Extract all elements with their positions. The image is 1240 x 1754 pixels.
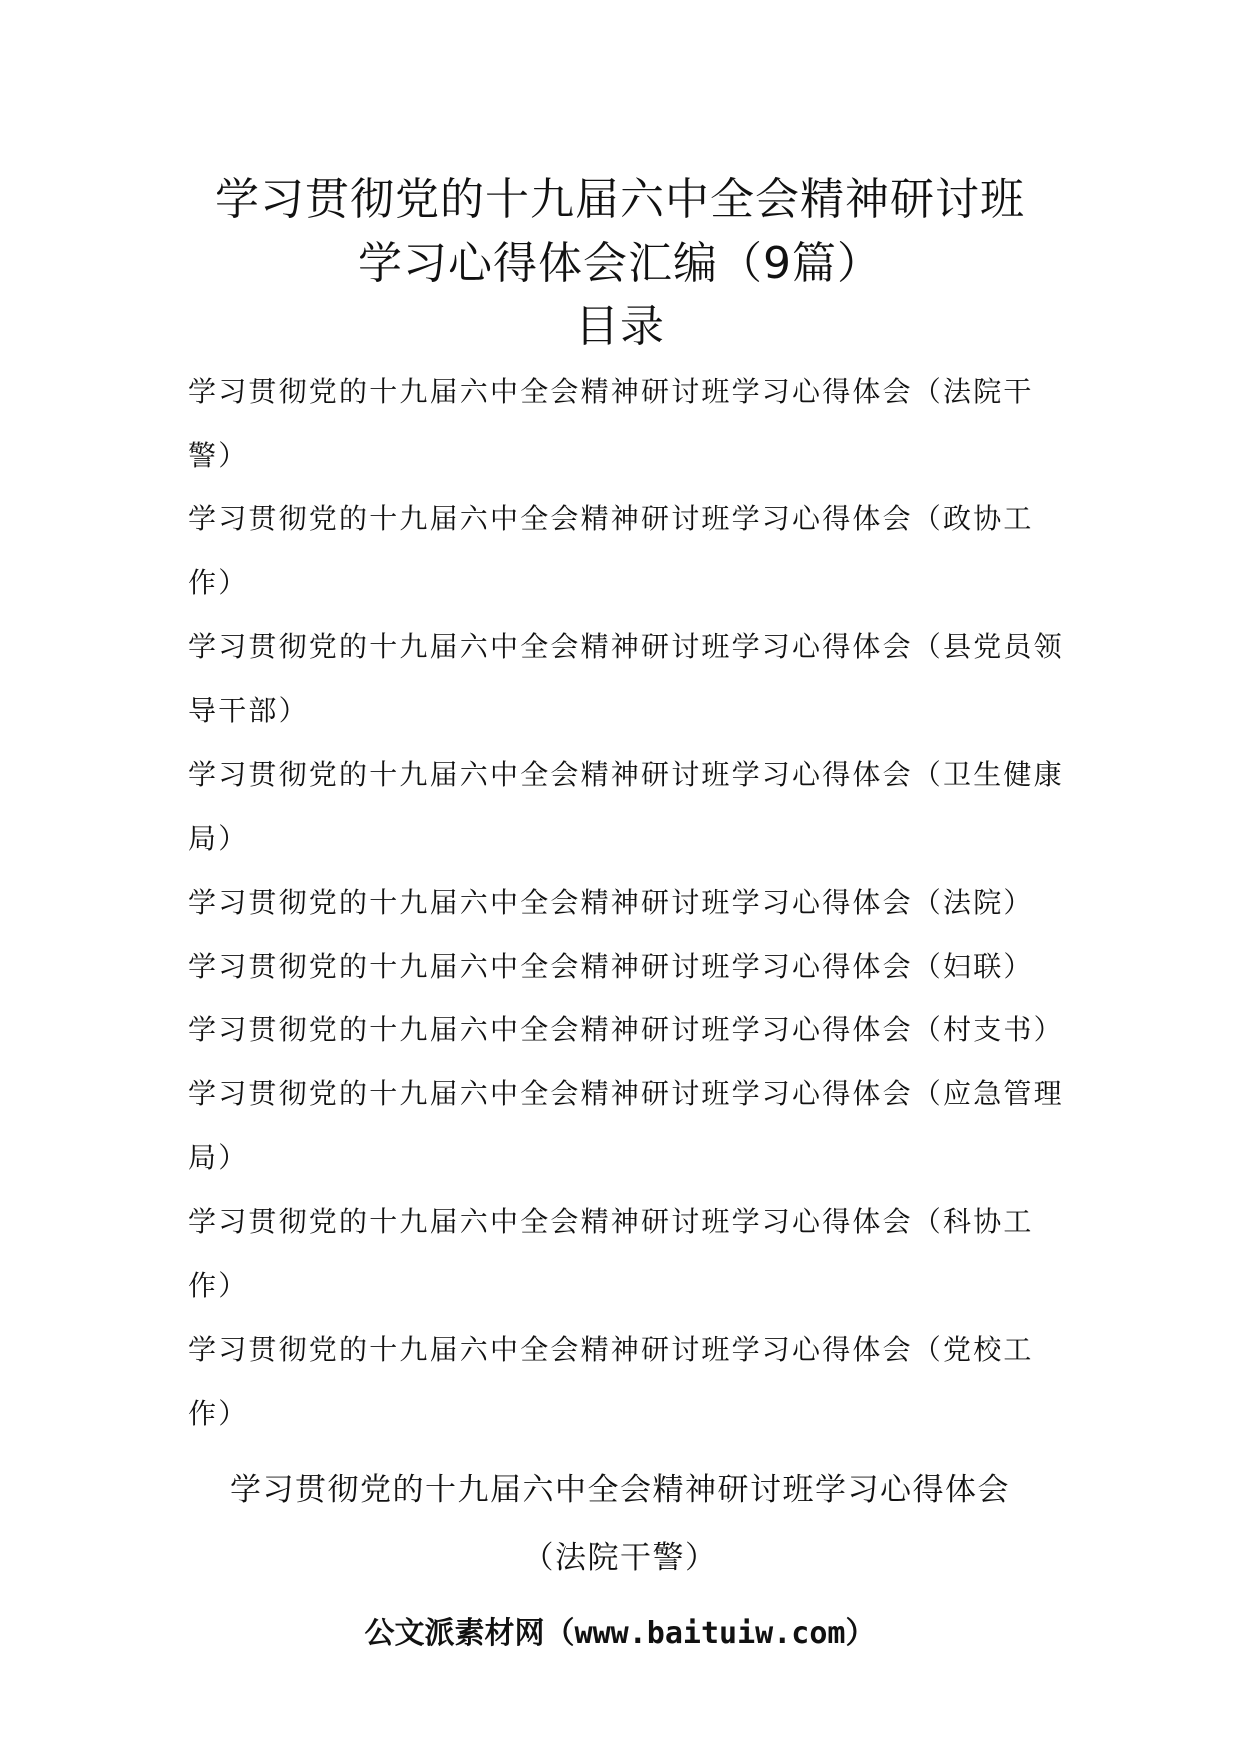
document-title-line-2: 学习心得体会汇编（9篇） xyxy=(358,238,882,289)
toc-entry-9-line-1: 学习贯彻党的十九届六中全会精神研讨班学习心得体会（科协工 xyxy=(188,1205,1034,1238)
toc-entry-10-line-1: 学习贯彻党的十九届六中全会精神研讨班学习心得体会（党校工 xyxy=(188,1333,1034,1366)
toc-entry-2-line-2: 作） xyxy=(188,566,249,599)
toc-entry-8-line-1: 学习贯彻党的十九届六中全会精神研讨班学习心得体会（应急管理 xyxy=(188,1077,1064,1110)
toc-entry-1-line-2: 警） xyxy=(188,439,249,472)
toc-entry-4-line-2: 局） xyxy=(188,822,249,855)
toc-entry-9-line-2: 作） xyxy=(188,1269,249,1302)
section-title-line-2: （法院干警） xyxy=(522,1540,718,1576)
toc-entry-2-line-1: 学习贯彻党的十九届六中全会精神研讨班学习心得体会（政协工 xyxy=(188,502,1034,535)
toc-heading: 目录 xyxy=(575,301,665,352)
toc-entry-3-line-1: 学习贯彻党的十九届六中全会精神研讨班学习心得体会（县党员领 xyxy=(188,630,1064,663)
toc-entry-5: 学习贯彻党的十九届六中全会精神研讨班学习心得体会（法院） xyxy=(188,886,1034,919)
section-title-line-1: 学习贯彻党的十九届六中全会精神研讨班学习心得体会 xyxy=(230,1472,1010,1508)
document-title-line-1: 学习贯彻党的十九届六中全会精神研讨班 xyxy=(215,174,1025,225)
toc-entry-10-line-2: 作） xyxy=(188,1397,249,1430)
footer-site-url: （www.baituiw.com） xyxy=(544,1616,876,1651)
footer-watermark xyxy=(0,1612,1240,1656)
toc-entry-8-line-2: 局） xyxy=(188,1141,249,1174)
toc-entry-1-line-1: 学习贯彻党的十九届六中全会精神研讨班学习心得体会（法院干 xyxy=(188,375,1034,408)
toc-entry-7: 学习贯彻党的十九届六中全会精神研讨班学习心得体会（村支书） xyxy=(188,1013,1064,1046)
toc-entry-3-line-2: 导干部） xyxy=(188,694,309,727)
footer-site-name: 公文派素材网 xyxy=(364,1616,545,1651)
toc-entry-4-line-1: 学习贯彻党的十九届六中全会精神研讨班学习心得体会（卫生健康 xyxy=(188,758,1064,791)
toc-entry-6: 学习贯彻党的十九届六中全会精神研讨班学习心得体会（妇联） xyxy=(188,950,1034,983)
